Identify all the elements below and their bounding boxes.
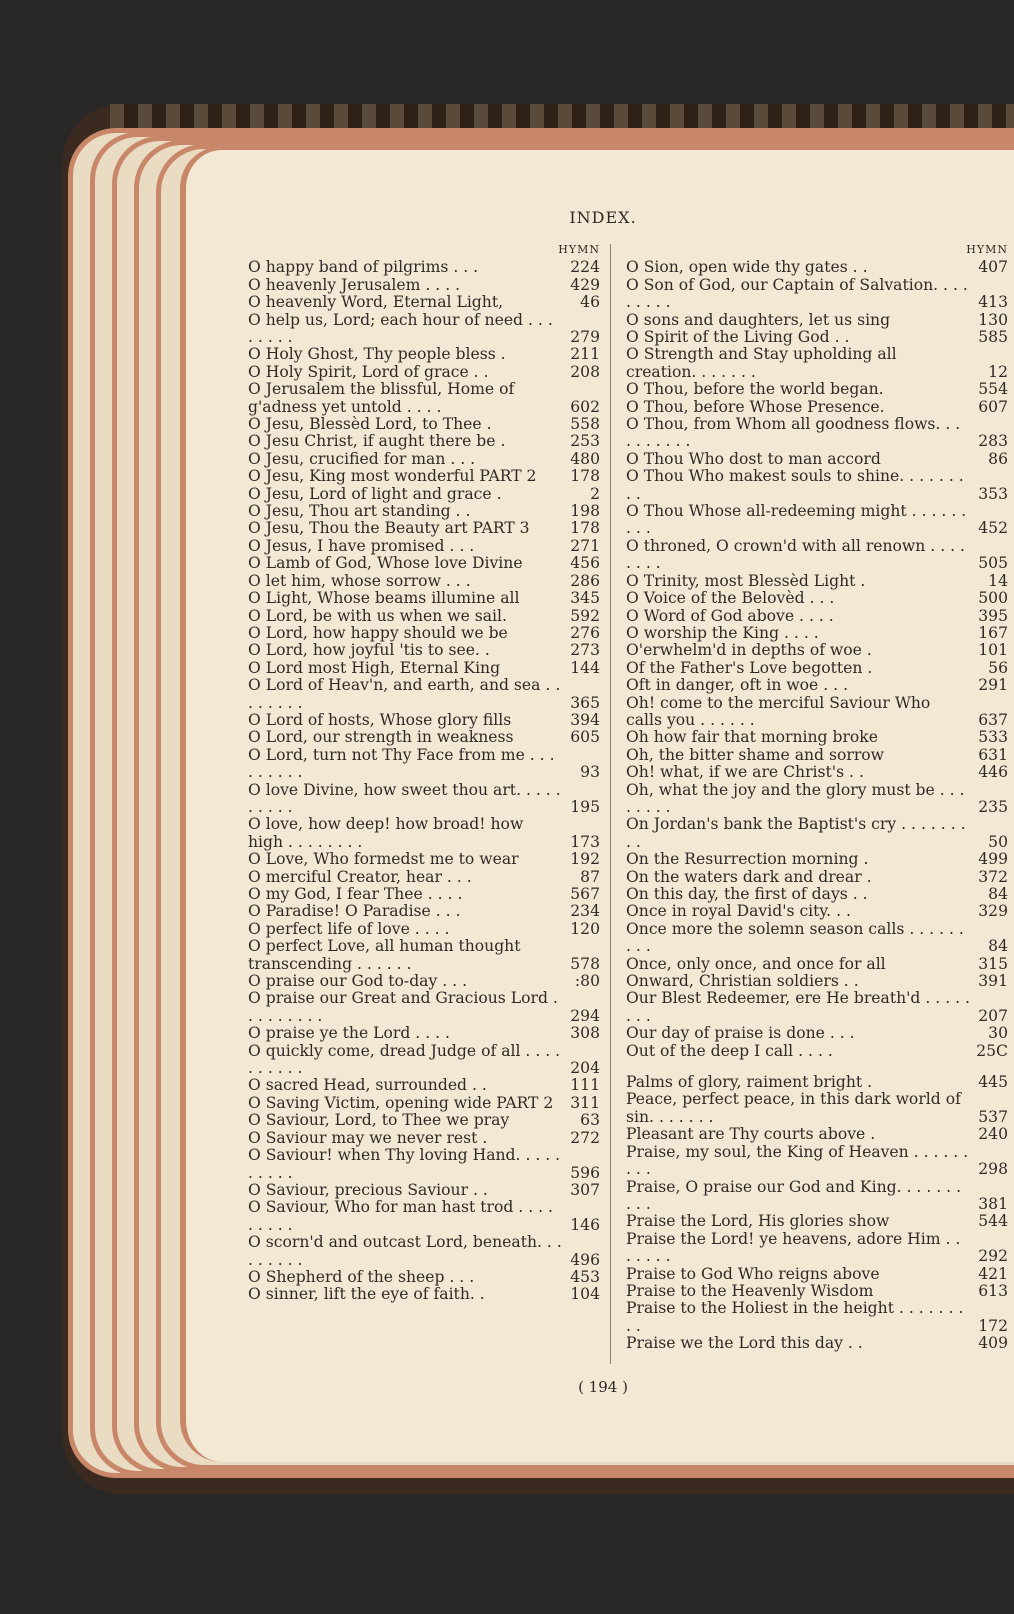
index-entry xyxy=(626,1283,1008,1300)
index-entry xyxy=(626,416,1008,451)
hymn-number: 613 xyxy=(978,1281,1008,1300)
index-entry xyxy=(626,1091,1008,1126)
page-title: INDEX. xyxy=(569,208,637,227)
hymn-number: 456 xyxy=(570,554,600,573)
index-entry xyxy=(626,869,1008,886)
index-entry xyxy=(626,259,1008,276)
index-entry xyxy=(626,1074,1008,1091)
hymn-title: Our Blest Redeemer, ere He breath'd . . . . . . . . xyxy=(626,989,970,1025)
hymn-title: O quickly come, dread Judge of all . . . . . . . . . . xyxy=(248,1041,561,1078)
hymn-number: 279 xyxy=(570,328,600,347)
hymn-number: 84 xyxy=(988,885,1008,904)
index-entry xyxy=(626,399,1008,416)
hymn-title: O Saving Victim, opening wide PART 2 xyxy=(248,1093,554,1112)
index-entry xyxy=(248,451,600,468)
hymn-title: Palms of glory, raiment bright . xyxy=(626,1073,873,1092)
hymn-number: 407 xyxy=(978,258,1008,277)
hymn-number: 93 xyxy=(580,763,600,782)
index-entry xyxy=(626,1144,1008,1179)
hymn-number: 283 xyxy=(978,432,1008,451)
hymn-title: Praise to the Heavenly Wisdom xyxy=(626,1281,874,1300)
hymn-title: O Sion, open wide thy gates . . xyxy=(626,258,868,277)
hymn-title: O Saviour, precious Saviour . . xyxy=(248,1180,488,1199)
hymn-number: 505 xyxy=(978,554,1008,573)
index-entry xyxy=(248,590,600,607)
index-entry xyxy=(626,764,1008,781)
index-entry xyxy=(626,1231,1008,1266)
hymn-number: 286 xyxy=(570,571,600,590)
hymn-title: O love, how deep! how broad! how high . . . . . . . . xyxy=(248,815,524,851)
hymn-title: Oh! what, if we are Christ's . . xyxy=(626,763,864,782)
hymn-title: O Jesu, Thou art standing . . xyxy=(248,502,471,521)
index-entry xyxy=(626,590,1008,607)
hymn-title: Oh, the bitter shame and sorrow xyxy=(626,745,885,764)
hymn-number: 596 xyxy=(570,1163,600,1182)
index-entry xyxy=(248,1025,600,1042)
hymn-number: 292 xyxy=(978,1247,1008,1266)
index-entry xyxy=(248,1130,600,1147)
hymn-number: 452 xyxy=(978,519,1008,538)
hymn-title: Praise we the Lord this day . . xyxy=(626,1334,863,1353)
hymn-number: 167 xyxy=(978,623,1008,642)
index-entry xyxy=(248,660,600,677)
index-entry xyxy=(248,1234,600,1269)
index-entry xyxy=(248,381,600,416)
hymn-number: 381 xyxy=(978,1194,1008,1213)
hymn-number: 144 xyxy=(570,658,600,677)
hymn-number: 130 xyxy=(978,310,1008,329)
index-entry xyxy=(248,677,600,712)
hymn-number: 345 xyxy=(570,589,600,608)
hymn-number: 104 xyxy=(570,1285,600,1304)
hymn-number: 173 xyxy=(570,832,600,851)
hymn-number: 86 xyxy=(988,449,1008,468)
index-entry xyxy=(626,1043,1008,1060)
index-entry xyxy=(626,329,1008,346)
column-header-right: HYMN xyxy=(966,243,1008,256)
hymn-title: O love Divine, how sweet thou art. . . . . . . . . . xyxy=(248,780,561,816)
hymn-number: 631 xyxy=(978,745,1008,764)
hymn-title: O Jerusalem the blissful, Home of g'adness yet untold . . . . xyxy=(248,380,515,416)
index-entry xyxy=(626,956,1008,973)
hymn-title: Our day of praise is done . . . xyxy=(626,1024,855,1043)
hymn-title: O Thou, from Whom all goodness flows. . . . . . . . . . xyxy=(626,415,961,451)
hymn-title: Once in royal David's city. . . xyxy=(626,902,851,921)
hymn-title: O Jesu, Lord of light and grace . xyxy=(248,484,502,503)
hymn-title: O Jesu, Thou the Beauty art PART 3 xyxy=(248,519,530,538)
index-entry xyxy=(248,259,600,276)
index-entry xyxy=(248,1077,600,1094)
hymn-title: O Word of God above . . . . xyxy=(626,606,834,625)
hymn-number: 537 xyxy=(978,1107,1008,1126)
hymn-number: 253 xyxy=(570,432,600,451)
hymn-title: O scorn'd and outcast Lord, beneath. . . . . . . . . xyxy=(248,1233,562,1269)
index-entry xyxy=(626,677,1008,694)
hymn-title: Praise to the Holiest in the height . . . . . . . . . xyxy=(626,1299,964,1335)
hymn-title: O Saviour, Who for man hast trod . . . . . . . . . xyxy=(248,1198,553,1234)
hymn-title: O Spirit of the Living God . . xyxy=(626,328,850,347)
hymn-number: 272 xyxy=(570,1128,600,1147)
hymn-number: 235 xyxy=(978,797,1008,816)
hymn-title: O Light, Whose beams illumine all xyxy=(248,589,520,608)
index-entry xyxy=(248,573,600,590)
hymn-number: 637 xyxy=(978,710,1008,729)
hymn-number: 12 xyxy=(988,362,1008,381)
hymn-title: O Holy Spirit, Lord of grace . . xyxy=(248,362,489,381)
index-entry xyxy=(248,921,600,938)
hymn-number: 224 xyxy=(570,258,600,277)
index-entry xyxy=(626,538,1008,573)
index-entry xyxy=(248,1269,600,1286)
column-header-left: HYMN xyxy=(558,243,600,256)
hymn-title: O Saviour, Lord, to Thee we pray xyxy=(248,1111,510,1130)
index-entry xyxy=(626,903,1008,920)
hymn-title: O worship the King . . . . xyxy=(626,623,819,642)
hymn-number: 311 xyxy=(570,1093,600,1112)
hymn-title: O Thou Who makest souls to shine. . . . . . . . . xyxy=(626,467,964,503)
hymn-title: Oh how fair that morning broke xyxy=(626,728,878,747)
hymn-number: 499 xyxy=(978,850,1008,869)
index-entry xyxy=(626,468,1008,503)
hymn-title: O Saviour! when Thy loving Hand. . . . . . . . . . xyxy=(248,1146,561,1182)
hymn-title: O praise our God to-day . . . xyxy=(248,972,468,991)
hymn-title: Oh! come to the merciful Saviour Who calls you . . . . . . xyxy=(626,693,931,729)
hymn-number: 480 xyxy=(570,449,600,468)
hymn-number: 271 xyxy=(570,536,600,555)
index-entry xyxy=(626,782,1008,817)
index-entry xyxy=(626,381,1008,398)
index-entry xyxy=(626,1335,1008,1352)
hymn-title: O help us, Lord; each hour of need . . . . . . . . xyxy=(248,310,553,347)
hymn-number: 533 xyxy=(978,728,1008,747)
index-entry xyxy=(248,503,600,520)
hymn-number: 204 xyxy=(570,1059,600,1078)
hymn-number: 298 xyxy=(978,1160,1008,1179)
hymn-title: O heavenly Word, Eternal Light, xyxy=(248,293,504,312)
hymn-title: Once more the solemn season calls . . . . . . . . . xyxy=(626,919,964,956)
hymn-title: O Jesu, crucified for man . . . xyxy=(248,449,476,468)
hymn-number: 195 xyxy=(570,797,600,816)
index-page xyxy=(180,146,1014,1462)
index-entry xyxy=(626,1126,1008,1143)
hymn-title: O Jesu Christ, if aught there be . xyxy=(248,432,506,451)
hymn-number: 294 xyxy=(570,1006,600,1025)
hymn-number: 198 xyxy=(570,502,600,521)
hymn-number: 14 xyxy=(988,571,1008,590)
hymn-number: 394 xyxy=(570,710,600,729)
hymn-title: O Lord, turn not Thy Face from me . . . . . . . . . xyxy=(248,745,555,782)
index-entry xyxy=(248,1147,600,1182)
hymn-number: 554 xyxy=(978,380,1008,399)
hymn-title: O Trinity, most Blessèd Light . xyxy=(626,571,866,590)
index-entry xyxy=(626,503,1008,538)
hymn-number: 87 xyxy=(580,867,600,886)
left-column xyxy=(248,242,600,1304)
hymn-number: 50 xyxy=(988,832,1008,851)
index-entry xyxy=(626,747,1008,764)
hymn-title: O Holy Ghost, Thy people bless . xyxy=(248,345,506,364)
hymn-title: O'erwhelm'd in depths of woe . xyxy=(626,641,872,660)
hymn-number: 602 xyxy=(570,397,600,416)
hymn-title: Of the Father's Love begotten . xyxy=(626,658,873,677)
index-entry xyxy=(248,520,600,537)
hymn-number: 178 xyxy=(570,467,600,486)
index-entry xyxy=(248,1095,600,1112)
index-entry xyxy=(626,886,1008,903)
hymn-title: O Thou, before the world began. xyxy=(626,380,884,399)
index-entry xyxy=(248,1112,600,1129)
hymn-number: 101 xyxy=(978,641,1008,660)
hymn-title: O Jesus, I have promised . . . xyxy=(248,536,475,555)
index-entry xyxy=(248,712,600,729)
hymn-title: O sacred Head, surrounded . . xyxy=(248,1076,487,1095)
hymn-number: 578 xyxy=(570,954,600,973)
hymn-title: O merciful Creator, hear . . . xyxy=(248,867,472,886)
hymn-number: 409 xyxy=(978,1334,1008,1353)
hymn-number: 146 xyxy=(570,1215,600,1234)
index-entry xyxy=(248,364,600,381)
index-entry xyxy=(626,1266,1008,1283)
index-entry xyxy=(248,869,600,886)
index-entry xyxy=(248,973,600,990)
hymn-title: O Voice of the Belovèd . . . xyxy=(626,589,835,608)
hymn-number: 234 xyxy=(570,902,600,921)
hymn-number: 395 xyxy=(978,606,1008,625)
hymn-number: :80 xyxy=(574,972,600,991)
index-entry xyxy=(248,1182,600,1199)
index-entry xyxy=(248,294,600,311)
hymn-number: 30 xyxy=(988,1024,1008,1043)
hymn-number: 308 xyxy=(570,1024,600,1043)
hymn-title: Praise, O praise our God and King. . . . . . . . . . xyxy=(626,1177,962,1213)
index-entry xyxy=(248,642,600,659)
right-column xyxy=(626,242,1008,1353)
hymn-number: 208 xyxy=(570,362,600,381)
hymn-title: O Paradise! O Paradise . . . xyxy=(248,902,461,921)
index-entry xyxy=(248,886,600,903)
hymn-title: On Jordan's bank the Baptist's cry . . . . . . . . . xyxy=(626,815,966,851)
hymn-title: O Lord of hosts, Whose glory fills xyxy=(248,710,512,729)
hymn-number: 592 xyxy=(570,606,600,625)
hymn-number: 240 xyxy=(978,1125,1008,1144)
hymn-number: 178 xyxy=(570,519,600,538)
hymn-number: 585 xyxy=(978,328,1008,347)
hymn-title: Once, only once, and once for all xyxy=(626,954,886,973)
index-entry xyxy=(626,451,1008,468)
hymn-number: 413 xyxy=(978,293,1008,312)
index-entry xyxy=(248,433,600,450)
hymn-title: O Love, Who formedst me to wear xyxy=(248,850,519,869)
hymn-title: O happy band of pilgrims . . . xyxy=(248,258,479,277)
hymn-title: Onward, Christian soldiers . . xyxy=(626,972,859,991)
hymn-title: Praise to God Who reigns above xyxy=(626,1264,880,1283)
hymn-title: On this day, the first of days . . xyxy=(626,885,868,904)
hymn-number: 192 xyxy=(570,850,600,869)
hymn-number: 496 xyxy=(570,1250,600,1269)
index-entry xyxy=(626,625,1008,642)
hymn-number: 56 xyxy=(988,658,1008,677)
hymn-number: 46 xyxy=(580,293,600,312)
hymn-title: On the waters dark and drear . xyxy=(626,867,872,886)
hymn-title: O Saviour may we never rest . xyxy=(248,1128,488,1147)
hymn-number: 500 xyxy=(978,589,1008,608)
hymn-number: 111 xyxy=(570,1076,600,1095)
index-entry xyxy=(626,695,1008,730)
hymn-number: 365 xyxy=(570,693,600,712)
index-entry xyxy=(248,903,600,920)
index-entry xyxy=(248,816,600,851)
index-entry xyxy=(248,277,600,294)
index-entry xyxy=(248,486,600,503)
hymn-title: O sons and daughters, let us sing xyxy=(626,310,891,329)
index-entry xyxy=(626,346,1008,381)
hymn-number: 544 xyxy=(978,1212,1008,1231)
index-entry xyxy=(626,816,1008,851)
index-entry xyxy=(248,625,600,642)
index-entry xyxy=(626,851,1008,868)
index-entry xyxy=(626,277,1008,312)
index-entry xyxy=(626,973,1008,990)
hymn-number: 429 xyxy=(570,275,600,294)
index-entry xyxy=(248,729,600,746)
hymn-number: 421 xyxy=(978,1264,1008,1283)
hymn-number: 291 xyxy=(978,676,1008,695)
index-entry xyxy=(248,416,600,433)
index-entry xyxy=(248,782,600,817)
hymn-title: Peace, perfect peace, in this dark world of sin. . . . . . . xyxy=(626,1090,961,1126)
hymn-title: Praise the Lord! ye heavens, adore Him . . . . . . . xyxy=(626,1229,961,1266)
index-entry xyxy=(626,608,1008,625)
page-number: ( 194 ) xyxy=(578,1378,628,1396)
index-entry xyxy=(626,1179,1008,1214)
hymn-title: On the Resurrection morning . xyxy=(626,850,869,869)
hymn-title: O throned, O crown'd with all renown . . . . . . . . xyxy=(626,536,965,573)
hymn-number: 63 xyxy=(580,1111,600,1130)
hymn-title: O Lord, our strength in weakness xyxy=(248,728,514,747)
hymn-number: 276 xyxy=(570,623,600,642)
hymn-title: O Lord, how happy should we be xyxy=(248,623,508,642)
hymn-title: O let him, whose sorrow . . . xyxy=(248,571,471,590)
hymn-number: 172 xyxy=(978,1316,1008,1335)
hymn-number: 84 xyxy=(988,937,1008,956)
hymn-title: O Lord of Heav'n, and earth, and sea . . . . . . . . xyxy=(248,676,561,712)
hymn-number: 273 xyxy=(570,641,600,660)
index-entry xyxy=(248,555,600,572)
hymn-number: 391 xyxy=(978,972,1008,991)
hymn-title: Praise, my soul, the King of Heaven . . . . . . . . . xyxy=(626,1142,969,1179)
hymn-title: O sinner, lift the eye of faith. . xyxy=(248,1285,485,1304)
hymn-number: 207 xyxy=(978,1006,1008,1025)
hymn-number: 607 xyxy=(978,397,1008,416)
hymn-title: O Lord most High, Eternal King xyxy=(248,658,501,677)
hymn-title: O heavenly Jerusalem . . . . xyxy=(248,275,461,294)
index-entry xyxy=(626,990,1008,1025)
index-entry xyxy=(626,921,1008,956)
index-entry xyxy=(248,851,600,868)
hymn-number: 567 xyxy=(570,885,600,904)
index-entry xyxy=(248,538,600,555)
index-entry xyxy=(626,729,1008,746)
hymn-number: 446 xyxy=(978,763,1008,782)
index-entry xyxy=(248,1286,600,1303)
index-entry xyxy=(626,1300,1008,1335)
index-entry xyxy=(248,346,600,363)
hymn-title: O Thou Who dost to man accord xyxy=(626,449,881,468)
hymn-number: 353 xyxy=(978,484,1008,503)
hymn-title: O my God, I fear Thee . . . . xyxy=(248,885,463,904)
index-entry xyxy=(248,1199,600,1234)
hymn-title: O perfect life of love . . . . xyxy=(248,919,450,938)
hymn-number: 558 xyxy=(570,415,600,434)
index-entry xyxy=(626,312,1008,329)
hymn-title: Praise the Lord, His glories show xyxy=(626,1212,890,1231)
hymn-title: O praise our Great and Gracious Lord . . . . . . . . . xyxy=(248,989,558,1025)
hymn-title: O Shepherd of the sheep . . . xyxy=(248,1267,475,1286)
index-entry xyxy=(626,1213,1008,1230)
section-spacer xyxy=(626,1060,1008,1074)
hymn-number: 315 xyxy=(978,954,1008,973)
index-entry xyxy=(626,1025,1008,1042)
index-entry xyxy=(248,468,600,485)
index-entry xyxy=(248,1043,600,1078)
index-entry xyxy=(248,747,600,782)
hymn-title: Oh, what the joy and the glory must be . . . . . . . . xyxy=(626,780,965,816)
index-entry xyxy=(626,573,1008,590)
index-entry xyxy=(626,642,1008,659)
hymn-title: O Son of God, our Captain of Salvation. . . . . . . . . xyxy=(626,275,968,312)
hymn-title: O perfect Love, all human thought transcending . . . . . . xyxy=(248,937,521,973)
hymn-title: O Lamb of God, Whose love Divine xyxy=(248,554,523,573)
hymn-number: 453 xyxy=(570,1267,600,1286)
hymn-number: 445 xyxy=(978,1073,1008,1092)
hymn-title: O Lord, how joyful 'tis to see. . xyxy=(248,641,490,660)
index-entry xyxy=(248,990,600,1025)
index-entry xyxy=(248,312,600,347)
index-entry xyxy=(248,608,600,625)
hymn-number: 307 xyxy=(570,1180,600,1199)
hymn-title: O praise ye the Lord . . . . xyxy=(248,1024,450,1043)
hymn-title: O Thou Whose all-redeeming might . . . . . . . . . xyxy=(626,502,967,538)
hymn-number: 372 xyxy=(978,867,1008,886)
hymn-number: 329 xyxy=(978,902,1008,921)
hymn-title: Out of the deep I call . . . . xyxy=(626,1041,833,1060)
hymn-number: 2 xyxy=(590,484,600,503)
hymn-number: 605 xyxy=(570,728,600,747)
hymn-title: O Thou, before Whose Presence. xyxy=(626,397,885,416)
index-entry xyxy=(626,660,1008,677)
hymn-title: O Lord, be with us when we sail. xyxy=(248,606,507,625)
hymn-title: Pleasant are Thy courts above . xyxy=(626,1125,876,1144)
index-entry xyxy=(248,938,600,973)
hymn-number: 120 xyxy=(570,919,600,938)
hymn-title: O Jesu, Blessèd Lord, to Thee . xyxy=(248,415,492,434)
column-divider xyxy=(610,244,611,1364)
hymn-title: O Strength and Stay upholding all creation. . . . . . . xyxy=(626,345,897,381)
hymn-number: 211 xyxy=(570,345,600,364)
hymn-number: 25C xyxy=(976,1041,1008,1060)
hymn-title: O Jesu, King most wonderful PART 2 xyxy=(248,467,537,486)
hymn-title: Oft in danger, oft in woe . . . xyxy=(626,676,849,695)
